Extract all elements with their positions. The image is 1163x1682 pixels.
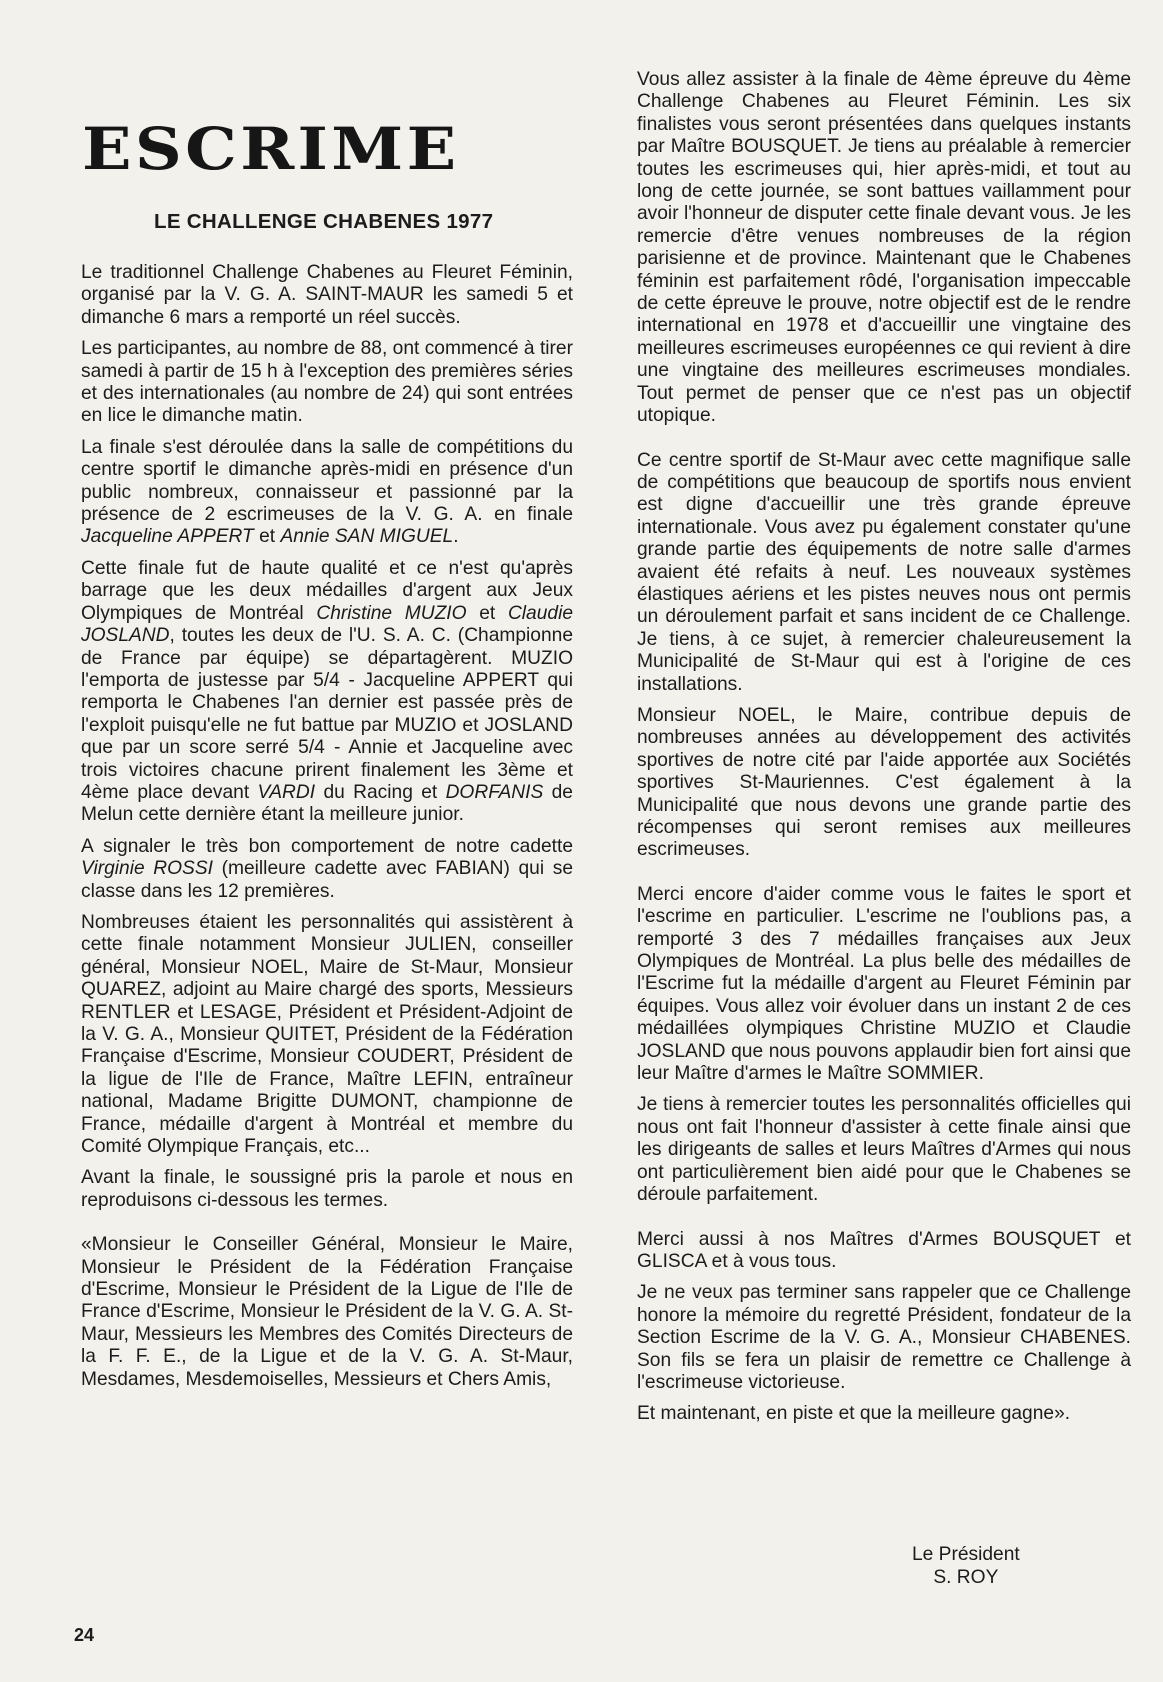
- paragraph-text: A signaler le très bon comportement de notre cadette: [81, 835, 573, 857]
- signature-block: [912, 1543, 1020, 1589]
- paragraph-text: du Racing et: [315, 781, 446, 803]
- paragraph-text: , toutes les deux de l'U. S. A. C. (Championne de France par équipe) se départagèrent. MUZIO l'emporta de justesse par 5/4 - Jacqueline APPERT qui remporta le Chabenes l'an dernier est passée près de l'exploit puisqu'elle ne fut battue par MUZIO et JOSLAND que par un score serré 5/4 - Annie et Jacqueline avec trois victoires chacune prirent finalement les 3ème et 4ème place devant: [81, 625, 573, 803]
- page-title: ESCRIME: [82, 115, 460, 183]
- paragraph-speech-5: Je tiens à remercier toutes les personnalités officielles qui nous ont fait l'honneur d'assister à cette finale ainsi que les dirigeants de salles et leurs Maîtres d'Armes qui nous ont particulièrement bien aidé pour que le Chabenes se déroule parfaitement.: [637, 1094, 1131, 1206]
- paragraph-speech-intro: Avant la finale, le soussigné pris la parole et nous en reproduisons ci-dessous les termes.: [81, 1167, 573, 1211]
- page-number: 24: [74, 1625, 95, 1645]
- paragraph-speech-3: Monsieur NOEL, le Maire, contribue depuis de nombreuses années au développement des activités sportives de notre cité par l'aide apportée aux Sociétés sportives St-Mauriennes. C'est également à la Municipalité que nous devons une grande partie des récompenses qui seront remises aux meilleures escrimeuses.: [637, 704, 1131, 861]
- paragraph-speech-1: Vous allez assister à la finale de 4ème épreuve du 4ème Challenge Chabenes au Fleuret Féminin. Les six finalistes vous seront présentées dans quelques instants par Maître BOUSQUET. Je tiens au préalable à remercier toutes les escrimeuses qui, hier après-midi, et tout au long de cette journée, se sont battues vaillamment pour avoir l'honneur de disputer cette finale devant vous. Je les remercie d'être venues nombreuses de la région parisienne et de province. Maintenant que le Chabenes féminin est parfaitement rôdé, l'organisation impeccable de cette épreuve le prouve, notre objectif est de le rendre international en 1978 et d'accueillir une vingtaine des meilleures escrimeuses européennes ce qui revient à dire une vingtaine des meilleures escrimeuses mondiales. Tout permet de penser que ce n'est pas un objectif utopique.: [637, 69, 1131, 427]
- paragraph-text: (meilleure cadette avec FABIAN) qui se classe dans les 12 premières.: [81, 858, 573, 902]
- fencer-name: Annie SAN MIGUEL: [280, 526, 454, 548]
- paragraph-text: La finale s'est déroulée dans la salle de compétitions du centre sportif le dimanche après-midi en présence d'un public nombreux, connaisseur et passionné par la présence de 2 escrimeuses de la V. G. A. en finale: [81, 436, 573, 526]
- signature-name: S. ROY: [933, 1567, 999, 1588]
- paragraph-text: .: [453, 526, 459, 548]
- paragraph-cadette: [81, 836, 573, 903]
- article-subtitle: LE CHALLENGE CHABENES 1977: [154, 210, 494, 233]
- paragraph-text: Cette finale fut de haute qualité et ce n'est qu'après barrage que les deux médailles d'argent aux Jeux Olympiques de Montréal: [81, 557, 573, 624]
- paragraph-finale: [81, 437, 573, 549]
- fencer-name: VARDI: [257, 781, 316, 803]
- paragraph-speech-7: Je ne veux pas terminer sans rappeler que ce Challenge honore la mémoire du regretté Président, fondateur de la Section Escrime de la V. G. A., Monsieur CHABENES. Son fils se fera un plaisir de remettre ce Challenge à l'escrimeuse victorieuse.: [637, 1282, 1131, 1393]
- paragraph-participants: Les participantes, au nombre de 88, ont commencé à tirer samedi à partir de 15 h à l'exception des premières séries et des internationales (au nombre de 24) qui sont entrées en lice le dimanche matin.: [81, 338, 573, 427]
- paragraph-intro: Le traditionnel Challenge Chabenes au Fleuret Féminin, organisé par la V. G. A. SAINT-MAUR les samedi 5 et dimanche 6 mars a remporté un réel succès.: [81, 262, 573, 328]
- fencer-name: Virginie ROSSI: [81, 858, 213, 880]
- paragraph-text: et: [466, 602, 508, 624]
- paragraph-speech-2: Ce centre sportif de St-Maur avec cette magnifique salle de compétitions que beaucoup de sportifs nous envient est digne d'accueillir une très grande épreuve internationale. Vous avez pu également constater qu'une grande partie des équipements de notre salle d'armes avaient été refaits à neuf. Les nouveaux systèmes élastiques aériens et les pistes neuves nous ont permis un déroulement parfait et sans incident de ce Challenge. Je tiens, à ce sujet, à remercier chaleureusement la Municipalité de St-Maur qui est à l'origine de ces installations.: [637, 449, 1131, 695]
- signature-title: Le Président: [912, 1544, 1020, 1565]
- fencer-name: Claudie JOSLAND: [81, 602, 574, 647]
- paragraph-results: [81, 558, 573, 827]
- paragraph-personalities: Nombreuses étaient les personnalités qui assistèrent à cette finale notamment Monsieur JULIEN, conseiller général, Monsieur NOEL, Maire de St-Maur, Monsieur QUAREZ, adjoint au Maire chargé des sports, Messieurs RENTLER et LESAGE, Président et Président-Adjoint de la V. G. A., Monsieur QUITET, Président de la Fédération Française d'Escrime, Monsieur COUDERT, Président de la ligue de l'Ile de France, Maître LEFIN, entraîneur national, Madame Brigitte DUMONT, championne de France, médaille d'argent à Montréal et membre du Comité Olympique Français, etc...: [81, 911, 573, 1158]
- fencer-name: Christine MUZIO: [316, 602, 467, 624]
- left-column: [81, 262, 573, 1400]
- paragraph-speech-6: Merci aussi à nos Maîtres d'Armes BOUSQUET et GLISCA et à vous tous.: [637, 1228, 1131, 1272]
- paragraph-text: et: [253, 526, 281, 548]
- right-column: [637, 69, 1131, 1435]
- paragraph-text: de Melun cette dernière étant la meilleure junior.: [81, 781, 573, 826]
- fencer-name: DORFANIS: [445, 781, 544, 803]
- paragraph-address: «Monsieur le Conseiller Général, Monsieur le Maire, Monsieur le Président de la Fédération Française d'Escrime, Monsieur le Président de la Ligue de l'Ile de France d'Escrime, Monsieur le Président de la V. G. A. St-Maur, Messieurs les Membres des Comités Directeurs de la F. F. E., de la Ligue et de la V. G. A. St-Maur, Mesdames, Mesdemoiselles, Messieurs et Chers Amis,: [81, 1234, 573, 1390]
- paragraph-speech-4: Merci encore d'aider comme vous le faites le sport et l'escrime en particulier. L'escrime ne l'oublions pas, a remporté 3 des 7 médailles françaises aux Jeux Olympiques de Montréal. La plus belle des médailles de l'Escrime fut la médaille d'argent au Fleuret Féminin par équipes. Vous allez voir évoluer dans un instant 2 de ces médaillées olympiques Christine MUZIO et Claudie JOSLAND que nous pouvons applaudir bien fort ainsi que leur Maître d'armes le Maître SOMMIER.: [637, 883, 1131, 1085]
- paragraph-speech-8: Et maintenant, en piste et que la meilleure gagne».: [637, 1403, 1071, 1425]
- fencer-name: Jacqueline APPERT: [81, 526, 254, 548]
